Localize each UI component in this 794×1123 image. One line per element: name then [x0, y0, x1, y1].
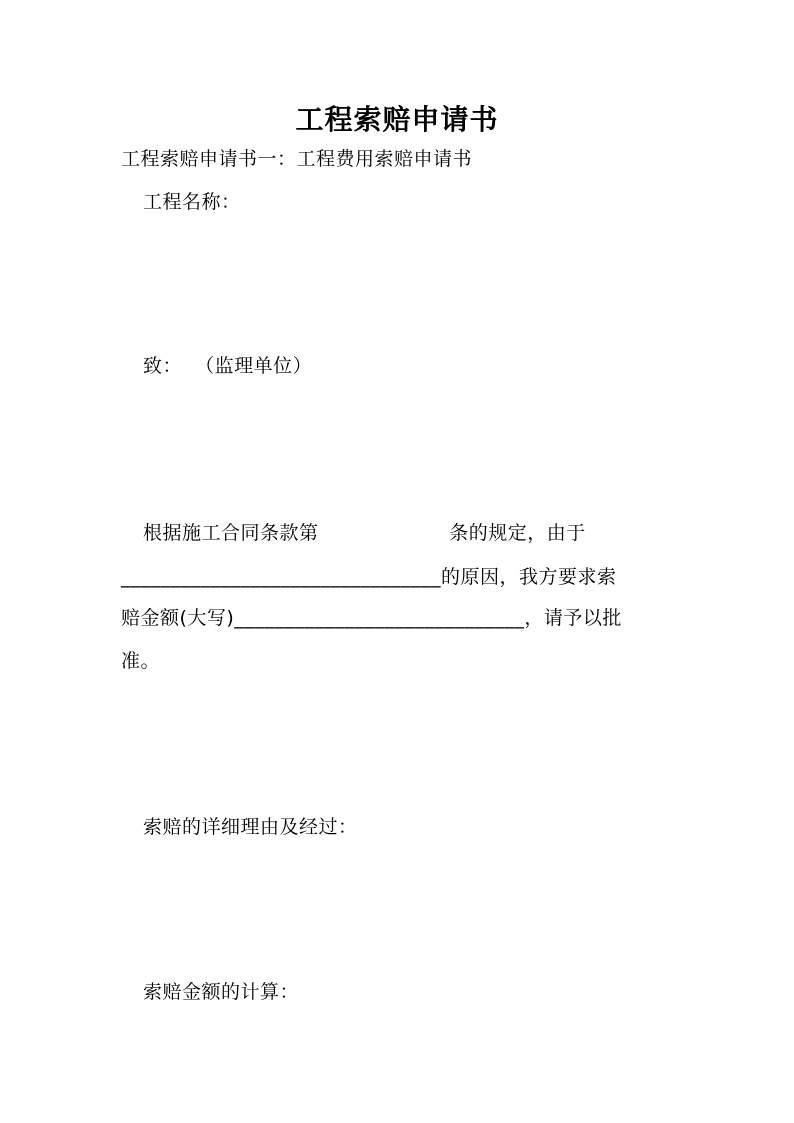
document-subtitle: 工程索赔申请书一：工程费用索赔申请书 — [121, 148, 473, 170]
claim-calculation-label: 索赔金额的计算： — [143, 981, 300, 1003]
claim-amount-line: 赔金额(大写)_____________________________，请予以批 — [121, 607, 622, 629]
claim-reason-line: ________________________________的原因，我方要求索 — [121, 566, 617, 588]
recipient-line: 致： （监理单位） — [143, 355, 313, 377]
contract-clause-line: 根据施工合同条款第 条的规定，由于 — [143, 522, 586, 544]
claim-detail-label: 索赔的详细理由及经过： — [143, 816, 358, 838]
project-name-label: 工程名称： — [143, 191, 241, 213]
approval-line: 准。 — [121, 650, 161, 672]
document-title: 工程索赔申请书 — [295, 103, 499, 136]
